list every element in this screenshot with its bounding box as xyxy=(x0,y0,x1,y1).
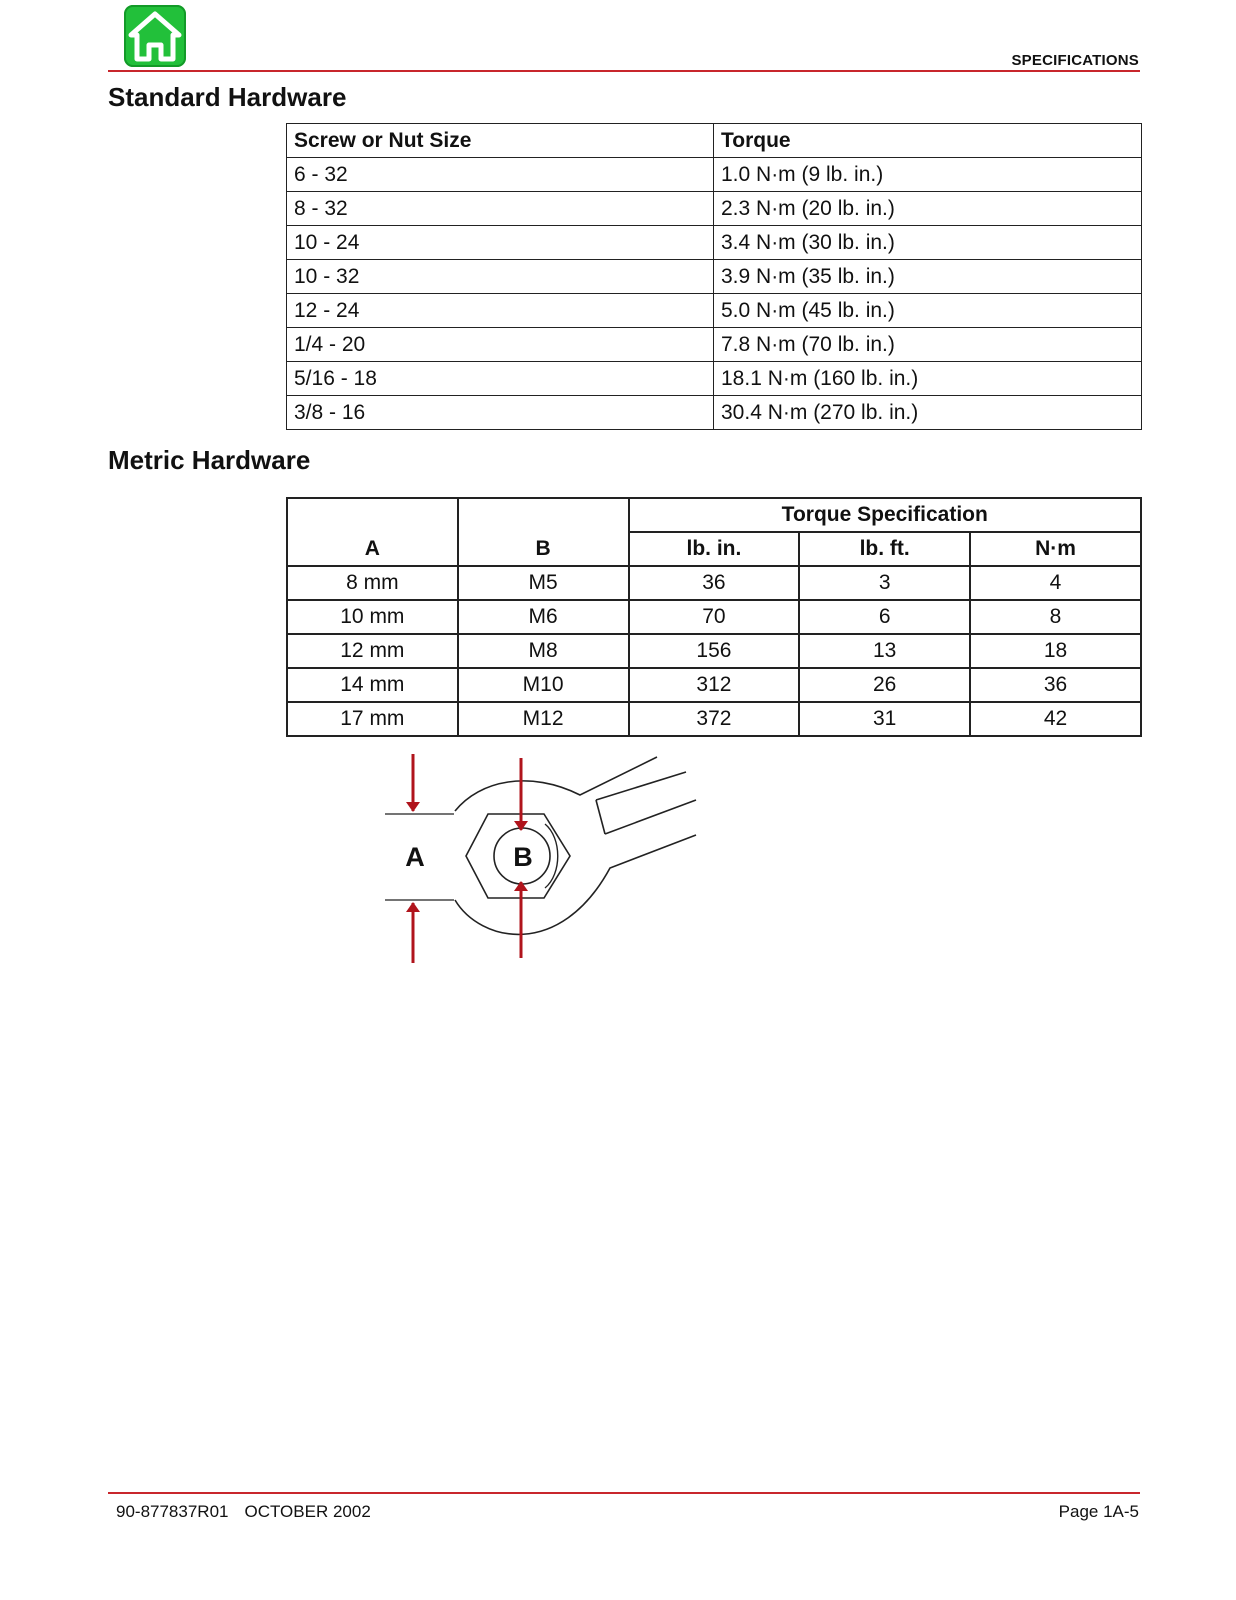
b-cell: M8 xyxy=(458,634,629,668)
torque-cell: 7.8 N·m (70 lb. in.) xyxy=(714,328,1142,362)
table-header-row xyxy=(287,498,1141,532)
torque-cell: 3.4 N·m (30 lb. in.) xyxy=(714,226,1142,260)
lb-in-cell: 372 xyxy=(629,702,800,736)
nm-cell: 36 xyxy=(970,668,1141,702)
lb-ft-cell: 26 xyxy=(799,668,970,702)
column-header-size: Screw or Nut Size xyxy=(287,124,714,158)
column-header-a: A xyxy=(287,498,458,566)
torque-cell: 30.4 N·m (270 lb. in.) xyxy=(714,396,1142,430)
torque-cell: 3.9 N·m (35 lb. in.) xyxy=(714,260,1142,294)
table-row xyxy=(287,600,1141,634)
size-cell: 1/4 - 20 xyxy=(287,328,714,362)
table-header-row xyxy=(287,124,1142,158)
b-cell: M5 xyxy=(458,566,629,600)
table-row xyxy=(287,668,1141,702)
table-row xyxy=(287,192,1142,226)
home-icon xyxy=(124,5,186,67)
table-row xyxy=(287,702,1141,736)
document-number: 90-877837R01 xyxy=(116,1502,229,1521)
size-cell: 3/8 - 16 xyxy=(287,396,714,430)
page-number: Page 1A-5 xyxy=(1058,1502,1139,1521)
torque-cell: 5.0 N·m (45 lb. in.) xyxy=(714,294,1142,328)
torque-cell: 1.0 N·m (9 lb. in.) xyxy=(714,158,1142,192)
document-date: OCTOBER 2002 xyxy=(244,1502,371,1521)
section-header: SPECIFICATIONS xyxy=(1011,52,1139,69)
size-cell: 6 - 32 xyxy=(287,158,714,192)
table-row xyxy=(287,158,1142,192)
b-cell: M12 xyxy=(458,702,629,736)
a-cell: 8 mm xyxy=(287,566,458,600)
lb-ft-cell: 3 xyxy=(799,566,970,600)
lb-ft-cell: 31 xyxy=(799,702,970,736)
standard-hardware-title: Standard Hardware xyxy=(108,82,347,112)
metric-hardware-table xyxy=(286,497,1142,737)
nm-cell: 42 xyxy=(970,702,1141,736)
torque-cell: 2.3 N·m (20 lb. in.) xyxy=(714,192,1142,226)
table-row xyxy=(287,396,1142,430)
a-cell: 12 mm xyxy=(287,634,458,668)
column-header-b: B xyxy=(458,498,629,566)
wrench-diagram xyxy=(380,750,710,970)
table-row xyxy=(287,566,1141,600)
size-cell: 10 - 24 xyxy=(287,226,714,260)
table-row xyxy=(287,634,1141,668)
lb-in-cell: 312 xyxy=(629,668,800,702)
b-cell: M6 xyxy=(458,600,629,634)
torque-specification-header: Torque Specification xyxy=(629,498,1142,532)
footer-doc-info xyxy=(116,1502,371,1522)
standard-hardware-table xyxy=(286,123,1142,430)
lb-in-cell: 36 xyxy=(629,566,800,600)
column-header-lb-ft: lb. ft. xyxy=(799,532,970,566)
column-header-torque: Torque xyxy=(714,124,1142,158)
a-cell: 17 mm xyxy=(287,702,458,736)
lb-in-cell: 70 xyxy=(629,600,800,634)
lb-ft-cell: 13 xyxy=(799,634,970,668)
footer-rule xyxy=(108,1492,1140,1494)
size-cell: 5/16 - 18 xyxy=(287,362,714,396)
header-rule xyxy=(108,70,1140,72)
a-cell: 10 mm xyxy=(287,600,458,634)
home-button[interactable] xyxy=(124,5,186,67)
lb-ft-cell: 6 xyxy=(799,600,970,634)
table-row xyxy=(287,226,1142,260)
table-row xyxy=(287,260,1142,294)
table-row xyxy=(287,294,1142,328)
nm-cell: 4 xyxy=(970,566,1141,600)
size-cell: 8 - 32 xyxy=(287,192,714,226)
torque-cell: 18.1 N·m (160 lb. in.) xyxy=(714,362,1142,396)
column-header-lb-in: lb. in. xyxy=(629,532,800,566)
dimension-label-b: B xyxy=(513,842,533,872)
wrench-outline xyxy=(455,757,696,934)
table-row xyxy=(287,362,1142,396)
nm-cell: 18 xyxy=(970,634,1141,668)
dimension-label-a: A xyxy=(405,842,425,872)
a-cell: 14 mm xyxy=(287,668,458,702)
nm-cell: 8 xyxy=(970,600,1141,634)
size-cell: 12 - 24 xyxy=(287,294,714,328)
lb-in-cell: 156 xyxy=(629,634,800,668)
table-row xyxy=(287,328,1142,362)
column-header-nm: N·m xyxy=(970,532,1141,566)
b-cell: M10 xyxy=(458,668,629,702)
metric-hardware-title: Metric Hardware xyxy=(108,445,311,475)
size-cell: 10 - 32 xyxy=(287,260,714,294)
